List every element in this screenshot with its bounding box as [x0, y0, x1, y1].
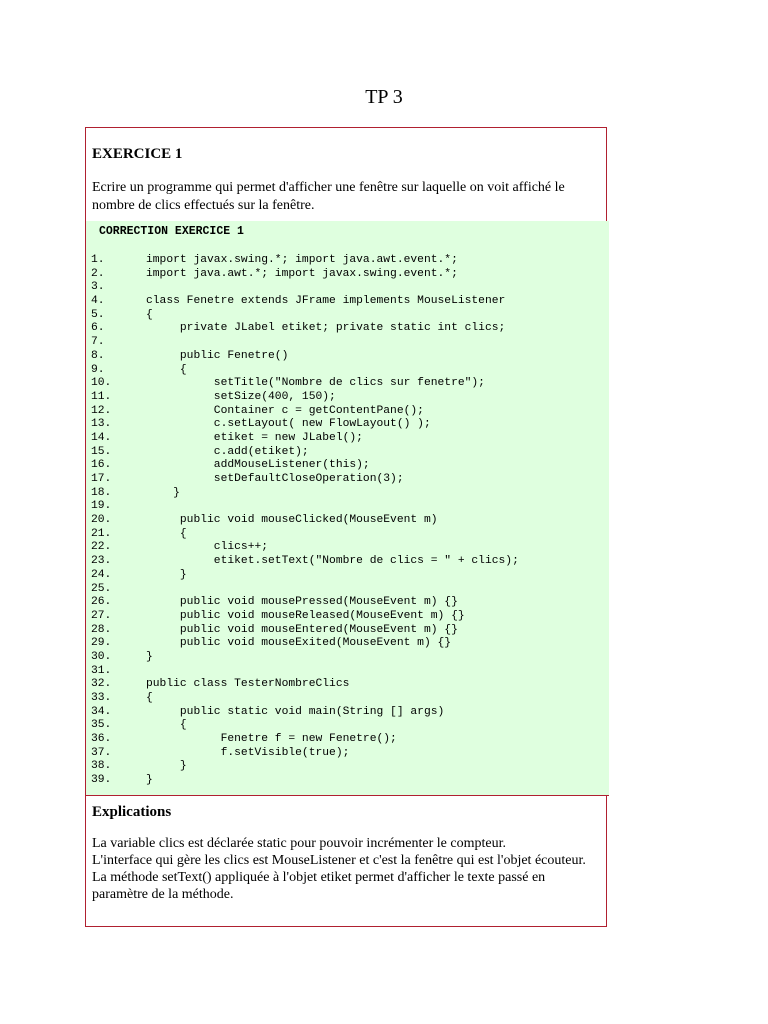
line-number: 8. — [91, 349, 105, 362]
line-number: 12. — [91, 404, 112, 417]
code-text: public void mouseExited(MouseEvent m) {} — [146, 637, 452, 650]
line-number: 9. — [91, 363, 105, 376]
code-line — [91, 377, 519, 391]
code-text: f.setVisible(true); — [146, 746, 350, 759]
line-number: 21. — [91, 527, 112, 540]
code-line — [91, 760, 519, 774]
code-line — [91, 678, 519, 692]
code-text: public static void main(String [] args) — [146, 705, 445, 718]
code-text: { — [146, 527, 187, 540]
code-listing — [91, 254, 519, 788]
code-text: { — [146, 692, 153, 704]
code-text: public void mouseEntered(MouseEvent m) {} — [146, 623, 458, 636]
line-number: 39. — [91, 774, 112, 787]
line-number: 33. — [91, 692, 112, 704]
explanations-text: La variable clics est déclarée static pour pouvoir incrémenter le compteur. L'interface qui gère les clics est MouseListener et c'est la fenêtre qui est l'objet écouteur. La méthode setText() appliquée à l'objet etiket permet d'afficher le texte passé en paramètre de la méthode. — [92, 836, 586, 902]
code-text: setDefaultCloseOperation(3); — [146, 473, 404, 485]
code-line — [91, 446, 519, 460]
line-number: 34. — [91, 705, 112, 718]
explanations-section — [92, 804, 602, 903]
code-text: } — [146, 650, 153, 663]
line-number: 7. — [91, 336, 105, 349]
line-number: 26. — [91, 596, 112, 609]
code-line — [91, 637, 519, 651]
line-number: 15. — [91, 445, 112, 458]
line-number: 38. — [91, 760, 112, 773]
code-text: } — [146, 774, 153, 787]
line-number: 5. — [91, 308, 105, 321]
code-text: etiket.setText("Nombre de clics = " + clics); — [146, 555, 519, 568]
code-line — [91, 651, 519, 665]
code-text: private JLabel etiket; private static int clics; — [146, 322, 506, 335]
line-number: 3. — [91, 281, 105, 294]
code-line — [91, 418, 519, 432]
line-number: 35. — [91, 719, 112, 732]
code-text: public Fenetre() — [146, 349, 289, 362]
code-line — [91, 405, 519, 419]
code-text: import java.awt.*; import javax.swing.event.*; — [146, 267, 458, 280]
code-line — [91, 541, 519, 555]
code-text: } — [146, 568, 187, 581]
code-line — [91, 583, 519, 597]
line-number: 11. — [91, 390, 112, 403]
line-number: 30. — [91, 650, 112, 663]
line-number: 23. — [91, 555, 112, 568]
line-number: 14. — [91, 431, 112, 444]
code-text: Container c = getContentPane(); — [146, 404, 424, 417]
code-line — [91, 774, 519, 788]
line-number: 2. — [91, 267, 105, 280]
code-line — [91, 322, 519, 336]
code-line — [91, 514, 519, 528]
code-line — [91, 487, 519, 501]
code-text: addMouseListener(this); — [146, 459, 370, 472]
explanations-heading: Explications — [92, 804, 172, 820]
line-number: 24. — [91, 568, 112, 581]
code-line — [91, 281, 519, 295]
line-number: 32. — [91, 678, 112, 691]
code-line — [91, 473, 519, 487]
code-line — [91, 254, 519, 268]
code-line — [91, 528, 519, 542]
line-number: 36. — [91, 733, 112, 746]
code-text: clics++; — [146, 541, 269, 554]
code-text: { — [146, 719, 187, 732]
code-text: import javax.swing.*; import java.awt.event.*; — [146, 254, 458, 266]
line-number: 22. — [91, 541, 112, 554]
correction-heading: CORRECTION EXERCICE 1 — [99, 225, 244, 238]
code-line — [91, 706, 519, 720]
code-line — [91, 268, 519, 282]
line-number: 27. — [91, 609, 112, 622]
code-text: } — [146, 486, 180, 499]
code-text: class Fenetre extends JFrame implements MouseListener — [146, 295, 506, 308]
code-line — [91, 295, 519, 309]
code-line — [91, 665, 519, 679]
line-number: 6. — [91, 322, 105, 335]
line-number: 1. — [91, 254, 105, 266]
code-text: public void mousePressed(MouseEvent m) {} — [146, 596, 458, 609]
code-line — [91, 555, 519, 569]
code-line — [91, 610, 519, 624]
code-line — [91, 500, 519, 514]
code-line — [91, 309, 519, 323]
code-text: public class TesterNombreClics — [146, 678, 350, 691]
code-line — [91, 692, 519, 706]
code-text: setTitle("Nombre de clics sur fenetre"); — [146, 377, 485, 390]
code-text: etiket = new JLabel(); — [146, 431, 363, 444]
exercise-statement: Ecrire un programme qui permet d'afficher une fenêtre sur laquelle on voit affiché le nombre de clics effectués sur la fenêtre. — [92, 180, 565, 213]
exercise-frame — [85, 127, 607, 927]
code-text: { — [146, 308, 153, 321]
code-text: c.setLayout( new FlowLayout() ); — [146, 418, 431, 431]
line-number: 16. — [91, 459, 112, 472]
correction-code-block — [86, 221, 609, 796]
line-number: 31. — [91, 664, 112, 677]
line-number: 37. — [91, 746, 112, 759]
code-line — [91, 336, 519, 350]
line-number: 25. — [91, 582, 112, 595]
code-text: c.add(etiket); — [146, 445, 309, 458]
code-line — [91, 364, 519, 378]
line-number: 4. — [91, 295, 105, 308]
code-line — [91, 747, 519, 761]
code-text: setSize(400, 150); — [146, 390, 336, 403]
code-line — [91, 596, 519, 610]
code-line — [91, 719, 519, 733]
line-number: 28. — [91, 623, 112, 636]
code-text: public void mouseReleased(MouseEvent m) {} — [146, 609, 465, 622]
line-number: 20. — [91, 514, 112, 527]
line-number: 29. — [91, 637, 112, 650]
line-number: 18. — [91, 486, 112, 499]
code-line — [91, 432, 519, 446]
line-number: 13. — [91, 418, 112, 431]
code-text: } — [146, 760, 187, 773]
code-line — [91, 391, 519, 405]
line-number: 10. — [91, 377, 112, 390]
code-text: { — [146, 363, 187, 376]
line-number: 17. — [91, 473, 112, 485]
code-text: Fenetre f = new Fenetre(); — [146, 733, 397, 746]
code-line — [91, 624, 519, 638]
code-line — [91, 569, 519, 583]
code-line — [91, 350, 519, 364]
code-line — [91, 459, 519, 473]
exercise-heading: EXERCICE 1 — [92, 146, 183, 162]
line-number: 19. — [91, 500, 112, 513]
code-line — [91, 733, 519, 747]
code-text: public void mouseClicked(MouseEvent m) — [146, 514, 438, 527]
page-title: TP 3 — [365, 86, 403, 108]
